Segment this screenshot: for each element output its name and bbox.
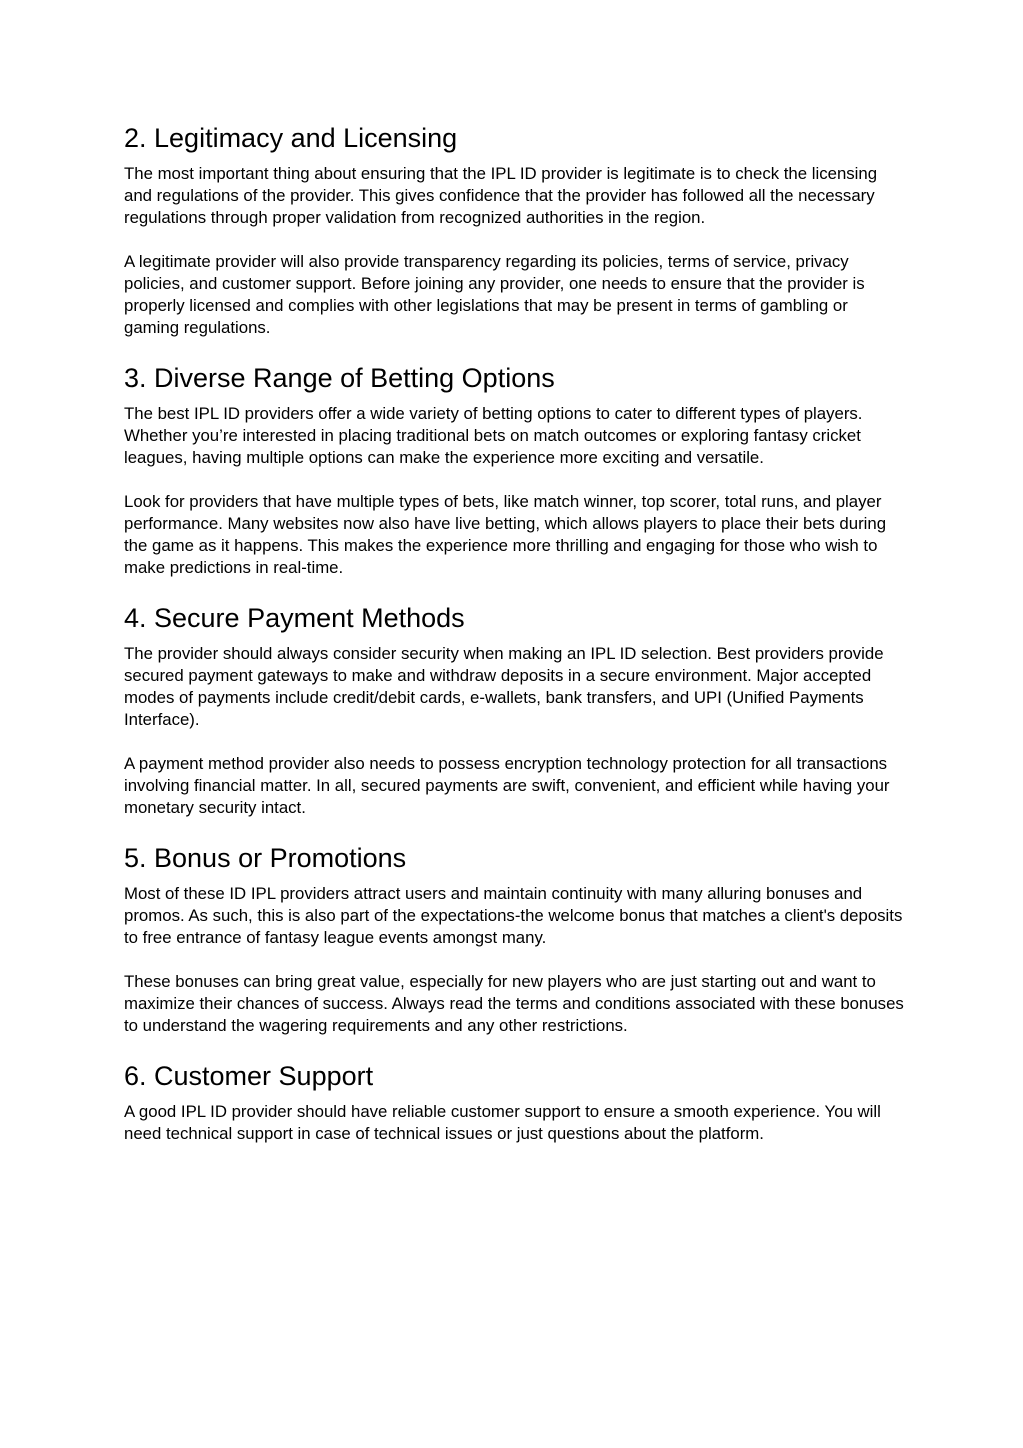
section-betting-options [124, 362, 904, 579]
section-heading: 5. Bonus or Promotions [124, 843, 407, 873]
section-heading: 4. Secure Payment Methods [124, 603, 465, 633]
section-paragraph: Most of these ID IPL providers attract users and maintain continuity with many alluring bonuses and promos. As such, this is also part of the expectations-the welcome bonus that matches a client's deposits to free entrance of fantasy league events amongst many. [124, 884, 903, 947]
section-paragraph: The best IPL ID providers offer a wide variety of betting options to cater to different types of players. Whether you’re interested in placing traditional bets on match outcomes or exploring fantasy cricket leagues, having multiple options can make the experience more exciting and versatile. [124, 404, 863, 467]
document-page [124, 122, 904, 1168]
section-paragraph: A legitimate provider will also provide transparency regarding its policies, terms of service, privacy policies, and customer support. Before joining any provider, one needs to ensure that the provider is properly licensed and complies with other legislations that may be present in terms of gambling or gaming regulations. [124, 252, 865, 337]
section-paragraph: A payment method provider also needs to possess encryption technology protection for all transactions involving financial matter. In all, secured payments are swift, convenient, and efficient while having your monetary security intact. [124, 754, 890, 817]
section-paragraph: A good IPL ID provider should have reliable customer support to ensure a smooth experience. You will need technical support in case of technical issues or just questions about the platform. [124, 1102, 881, 1143]
section-heading: 3. Diverse Range of Betting Options [124, 363, 555, 393]
section-paragraph: These bonuses can bring great value, especially for new players who are just starting out and want to maximize their chances of success. Always read the terms and conditions associated with these bonuses to understand the wagering requirements and any other restrictions. [124, 972, 904, 1035]
section-legitimacy-licensing [124, 122, 904, 339]
section-paragraph: The provider should always consider security when making an IPL ID selection. Best providers provide secured payment gateways to make and withdraw deposits in a secure environment. Major accepted modes of payments include credit/debit cards, e-wallets, bank transfers, and UPI (Unified Payments Interface). [124, 644, 884, 729]
section-heading: 6. Customer Support [124, 1061, 374, 1091]
section-heading: 2. Legitimacy and Licensing [124, 123, 458, 153]
section-customer-support [124, 1060, 904, 1145]
section-paragraph: Look for providers that have multiple types of bets, like match winner, top scorer, total runs, and player performance. Many websites now also have live betting, which allows players to place their bets during the game as it happens. This makes the experience more thrilling and engaging for those who wish to make predictions in real-time. [124, 492, 887, 577]
section-bonus-promotions [124, 842, 904, 1037]
section-secure-payment [124, 602, 904, 819]
section-paragraph: The most important thing about ensuring that the IPL ID provider is legitimate is to check the licensing and regulations of the provider. This gives confidence that the provider has followed all the necessary regulations through proper validation from recognized authorities in the region. [124, 164, 878, 227]
